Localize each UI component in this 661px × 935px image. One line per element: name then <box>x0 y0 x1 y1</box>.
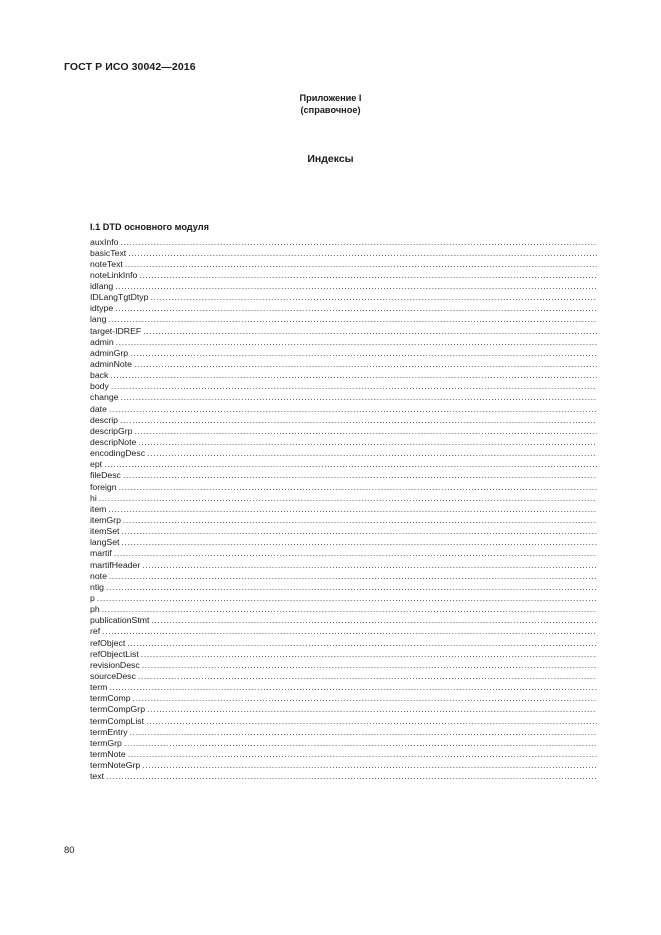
index-entry <box>90 537 597 548</box>
index-entry-term: text <box>90 771 105 782</box>
index-entry-term: noteLinkInfo <box>90 269 138 280</box>
index-entry <box>90 437 597 448</box>
index-entry <box>90 693 597 704</box>
index-entry-term: ept <box>90 459 103 470</box>
index-entry-term: note <box>90 570 107 581</box>
dot-leader <box>115 281 597 292</box>
index-entry <box>90 716 597 727</box>
appendix-type: (справочное) <box>300 104 361 115</box>
dot-leader <box>109 682 597 693</box>
index-entry-term: date <box>90 403 107 414</box>
index-entry <box>90 548 597 559</box>
index-entry <box>90 459 597 470</box>
index-entry <box>90 526 597 537</box>
index-entry <box>90 704 597 715</box>
index-entry <box>90 593 597 604</box>
index-entry-term: martif <box>90 548 112 559</box>
index-entry-term: body <box>90 381 109 392</box>
dot-leader <box>123 515 597 526</box>
index-entry-term: hi <box>90 492 97 503</box>
index-entry-term: ph <box>90 604 100 615</box>
dot-leader <box>138 671 597 682</box>
index-entry <box>90 493 597 504</box>
dot-leader <box>110 370 597 381</box>
index-entry-term: item <box>90 503 107 514</box>
index-entry-term: fileDesc <box>90 470 121 481</box>
index-entry-term: termNote <box>90 748 126 759</box>
index-entry <box>90 381 597 392</box>
dot-leader <box>111 381 597 392</box>
dot-leader <box>141 649 597 660</box>
index-entry <box>90 359 597 370</box>
index-entry-term: adminGrp <box>90 347 129 358</box>
dot-leader <box>139 270 597 281</box>
dot-leader <box>150 292 597 303</box>
dot-leader <box>119 482 597 493</box>
dot-leader <box>120 415 597 426</box>
index-entry <box>90 259 597 270</box>
index-entry <box>90 270 597 281</box>
dot-leader <box>108 314 597 325</box>
dot-leader <box>128 248 597 259</box>
index-entry-term: publicationStmt <box>90 615 150 626</box>
index-entry <box>90 426 597 437</box>
index-entry-term: p <box>90 593 95 603</box>
index-entry-term: refObject <box>90 637 126 648</box>
dot-leader <box>135 426 598 437</box>
index-entry <box>90 571 597 582</box>
document-header: ГОСТ Р ИСО 30042—2016 <box>64 61 196 73</box>
index-entry <box>90 237 597 248</box>
dot-leader <box>116 337 597 348</box>
dot-leader <box>143 326 597 337</box>
dot-leader <box>133 693 597 704</box>
dot-leader <box>108 504 597 515</box>
dot-leader <box>134 359 597 370</box>
dot-leader <box>138 437 597 448</box>
index-entry-term: itemGrp <box>90 515 121 526</box>
index-entry <box>90 470 597 481</box>
index-entry-term: itemSet <box>90 526 120 537</box>
dot-leader <box>130 348 597 359</box>
index-entry <box>90 292 597 303</box>
index-entry <box>90 760 597 771</box>
dot-leader <box>121 392 597 403</box>
index-entry-term: termEntry <box>90 726 128 737</box>
index-entry <box>90 504 597 515</box>
index-entry <box>90 337 597 348</box>
index-entry-term: auxInfo <box>90 236 119 247</box>
index-entry <box>90 615 597 626</box>
index-entry-term: termCompGrp <box>90 704 146 715</box>
index-entry <box>90 682 597 693</box>
index-entry <box>90 415 597 426</box>
index-entry-term: descripNote <box>90 437 137 448</box>
index-entry <box>90 626 597 637</box>
dot-leader <box>115 303 597 314</box>
index-entry-term: noteText <box>90 258 123 269</box>
index-entry <box>90 404 597 415</box>
section-title: I.1 DTD основного модуля <box>90 222 209 232</box>
index-entry <box>90 560 597 571</box>
index-entry <box>90 671 597 682</box>
index-entry <box>90 649 597 660</box>
index-entry-term: termGrp <box>90 737 122 748</box>
index-entry <box>90 348 597 359</box>
dot-leader <box>109 571 597 582</box>
index-entry-term: ntig <box>90 581 105 592</box>
dot-leader <box>121 237 598 248</box>
index-entry-term: ref <box>90 626 101 637</box>
index-entry-term: termNoteGrp <box>90 760 141 771</box>
index-entry <box>90 515 597 526</box>
dot-leader <box>106 771 597 782</box>
index-title: Индексы <box>307 153 354 165</box>
dot-leader <box>104 459 597 470</box>
index-entry <box>90 660 597 671</box>
index-entry-term: revisionDesc <box>90 659 140 670</box>
dot-leader <box>147 704 597 715</box>
dot-leader <box>121 526 597 537</box>
index-entry <box>90 370 597 381</box>
dot-leader <box>125 259 597 270</box>
dot-leader <box>114 548 597 559</box>
index-entry-term: langSet <box>90 537 120 548</box>
dot-leader <box>147 448 597 459</box>
index-entry <box>90 248 597 259</box>
dot-leader <box>127 638 597 649</box>
dot-leader <box>151 615 597 626</box>
index-entry-term: termCompList <box>90 715 145 726</box>
index-entry-term: back <box>90 370 109 381</box>
index-entry-term: basicText <box>90 247 127 258</box>
index-entry <box>90 326 597 337</box>
dot-leader <box>102 604 597 615</box>
page-number: 80 <box>64 845 75 856</box>
index-entry-term: sourceDesc <box>90 670 136 681</box>
index-entry-term: adminNote <box>90 359 133 370</box>
dot-leader <box>142 760 597 771</box>
index-entry-term: descrip <box>90 414 119 425</box>
dot-leader <box>121 537 597 548</box>
index-entry-term: IDLangTgtDtyp <box>90 292 149 303</box>
index-entry <box>90 281 597 292</box>
index-entry-term: martifHeader <box>90 559 141 570</box>
dot-leader <box>124 738 597 749</box>
index-entry-term: admin <box>90 336 114 347</box>
dot-leader <box>99 493 597 504</box>
index-entry-term: lang <box>90 314 107 325</box>
appendix-label: Приложение I <box>299 93 362 103</box>
dot-leader <box>109 404 597 415</box>
index-entry-term: foreign <box>90 481 117 492</box>
index-entry-term: refObjectList <box>90 648 139 659</box>
appendix-heading <box>0 93 661 116</box>
dot-leader <box>142 660 597 671</box>
dot-leader <box>128 749 597 760</box>
index-entry <box>90 638 597 649</box>
index-entry-term: target-IDREF <box>90 325 142 336</box>
index-entry <box>90 448 597 459</box>
index-entry-term: idlang <box>90 281 114 292</box>
index-entry <box>90 303 597 314</box>
index-entry-term: encodingDesc <box>90 448 146 459</box>
dot-leader <box>146 716 597 727</box>
dot-leader <box>97 593 597 604</box>
index-entry <box>90 771 597 782</box>
dot-leader <box>142 560 597 571</box>
index-entry <box>90 738 597 749</box>
index-entry-term: term <box>90 682 108 693</box>
index-entry-list <box>90 237 597 783</box>
index-entry-term: change <box>90 392 119 403</box>
index-entry <box>90 604 597 615</box>
dot-leader <box>123 470 597 481</box>
index-entry <box>90 314 597 325</box>
dot-leader <box>130 727 597 738</box>
index-entry <box>90 392 597 403</box>
index-entry <box>90 482 597 493</box>
index-entry <box>90 749 597 760</box>
index-entry <box>90 727 597 738</box>
dot-leader <box>102 626 597 637</box>
dot-leader <box>106 582 597 593</box>
index-entry-term: idtype <box>90 303 114 314</box>
index-entry <box>90 582 597 593</box>
index-entry-term: descripGrp <box>90 425 133 436</box>
index-entry-term: termComp <box>90 693 131 704</box>
